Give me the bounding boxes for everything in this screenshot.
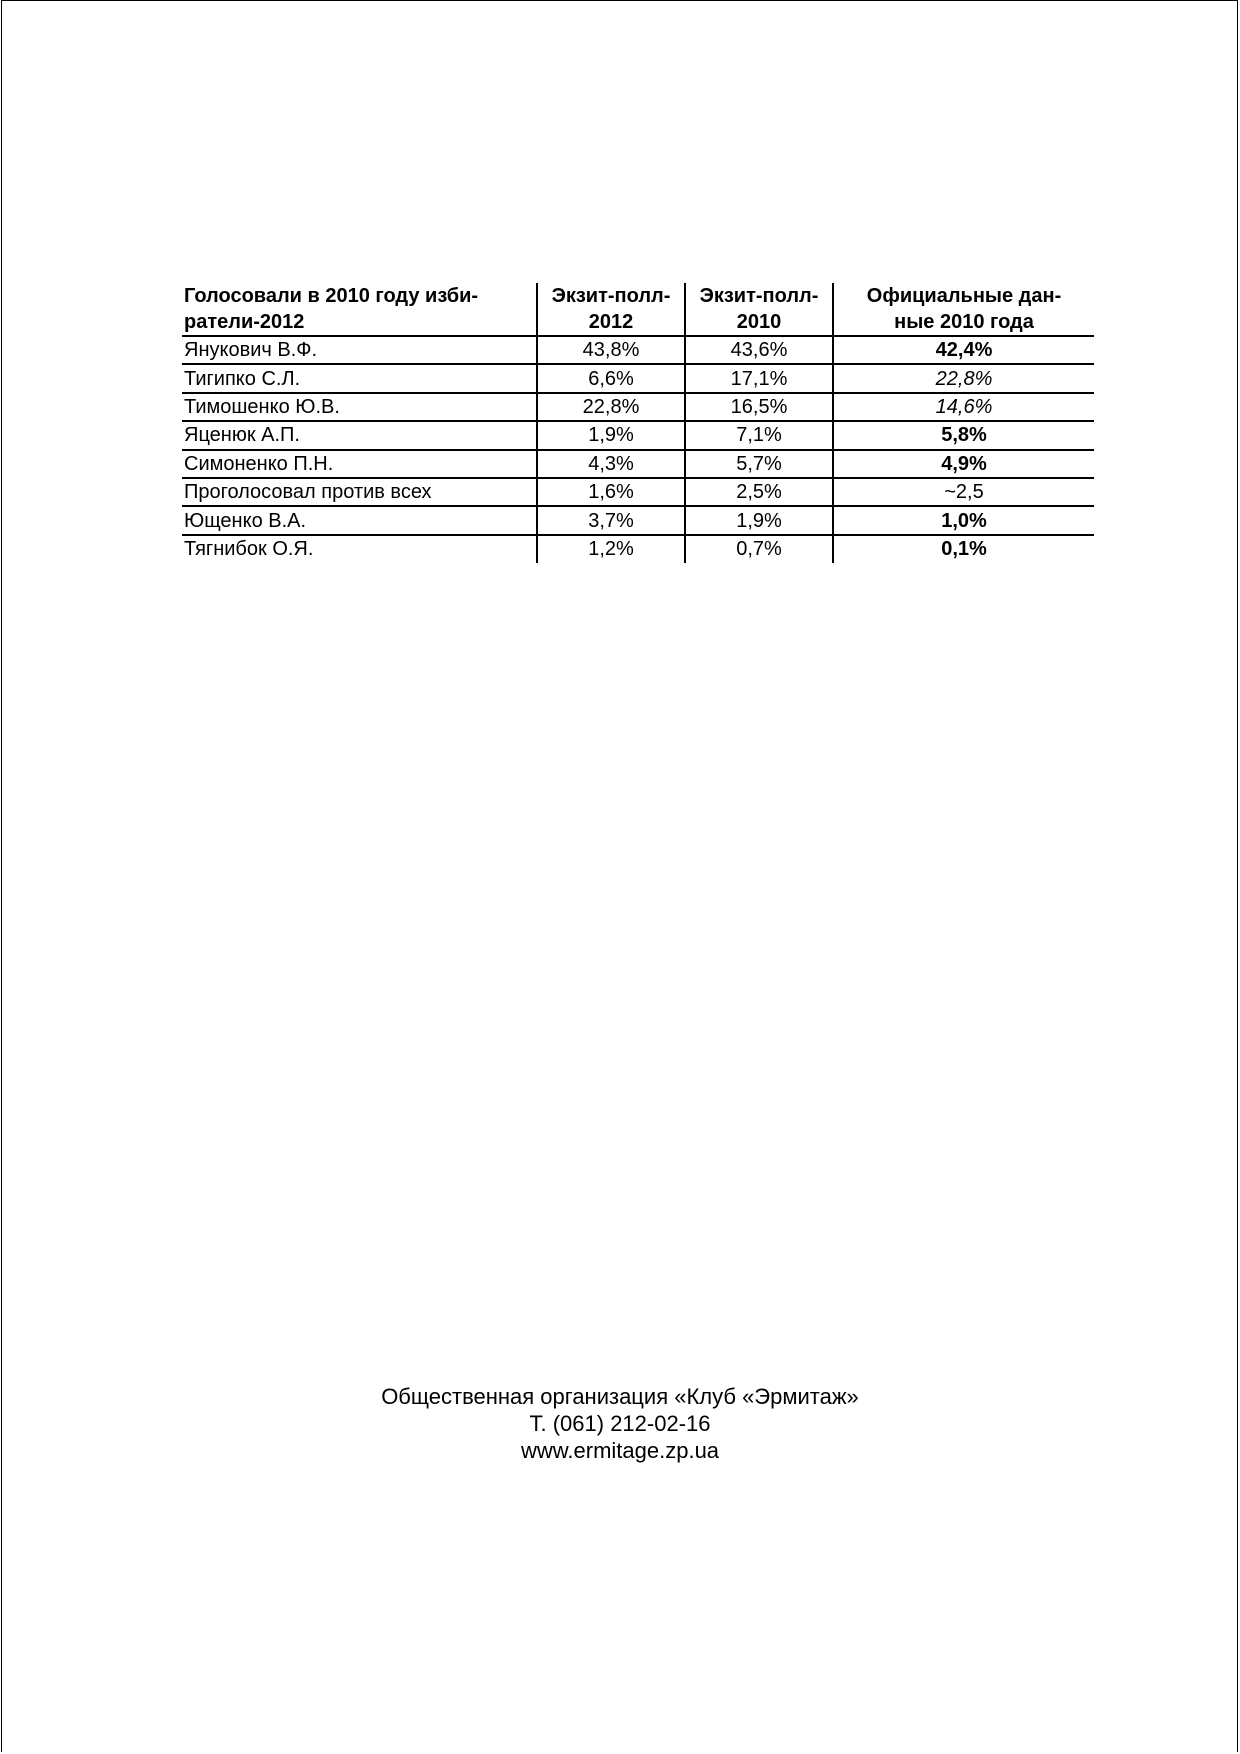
results-table xyxy=(182,283,1094,563)
cell-exit-poll-2010: 0,7% xyxy=(685,535,833,563)
cell-candidate-name: Тигипко С.Л. xyxy=(182,364,537,392)
header-candidate-line2: ратели-2012 xyxy=(184,311,305,333)
cell-exit-poll-2012: 43,8% xyxy=(537,336,685,364)
cell-exit-poll-2012: 1,6% xyxy=(537,478,685,506)
footer xyxy=(0,1383,1240,1464)
cell-exit-poll-2012: 4,3% xyxy=(537,450,685,478)
cell-exit-poll-2012: 6,6% xyxy=(537,364,685,392)
cell-exit-poll-2012: 1,9% xyxy=(537,421,685,449)
header-candidate xyxy=(182,283,537,336)
cell-official-2010: 42,4% xyxy=(833,336,1094,364)
cell-exit-poll-2010: 16,5% xyxy=(685,393,833,421)
footer-phone: Т. (061) 212-02-16 xyxy=(529,1411,711,1436)
footer-organization: Общественная организация «Клуб «Эрмитаж» xyxy=(381,1384,859,1409)
cell-candidate-name: Яценюк А.П. xyxy=(182,421,537,449)
cell-exit-poll-2010: 17,1% xyxy=(685,364,833,392)
table-row xyxy=(182,336,1094,364)
cell-official-2010: 1,0% xyxy=(833,506,1094,534)
cell-exit-poll-2010: 7,1% xyxy=(685,421,833,449)
table-header-row xyxy=(182,283,1094,336)
cell-official-2010: 22,8% xyxy=(833,364,1094,392)
header-exit2010-line1: Экзит-полл- xyxy=(699,285,819,307)
cell-exit-poll-2012: 3,7% xyxy=(537,506,685,534)
cell-candidate-name: Янукович В.Ф. xyxy=(182,336,537,364)
cell-exit-poll-2010: 2,5% xyxy=(685,478,833,506)
header-official-2010 xyxy=(833,283,1094,336)
cell-exit-poll-2010: 43,6% xyxy=(685,336,833,364)
table-body xyxy=(182,336,1094,563)
header-exit-poll-2010 xyxy=(685,283,833,336)
cell-candidate-name: Ющенко В.А. xyxy=(182,506,537,534)
cell-exit-poll-2012: 1,2% xyxy=(537,535,685,563)
cell-official-2010: 14,6% xyxy=(833,393,1094,421)
table-row xyxy=(182,421,1094,449)
header-exit2012-line2: 2012 xyxy=(588,311,634,333)
table-row xyxy=(182,506,1094,534)
table-row xyxy=(182,535,1094,563)
cell-exit-poll-2012: 22,8% xyxy=(537,393,685,421)
page-border xyxy=(1,0,1238,1752)
header-exit2010-line2: 2010 xyxy=(736,311,782,333)
header-exit2012-line1: Экзит-полл- xyxy=(551,285,671,307)
header-official-line2: ные 2010 года xyxy=(894,311,1034,333)
cell-candidate-name: Тимошенко Ю.В. xyxy=(182,393,537,421)
cell-exit-poll-2010: 1,9% xyxy=(685,506,833,534)
table-row xyxy=(182,478,1094,506)
cell-official-2010: 5,8% xyxy=(833,421,1094,449)
cell-candidate-name: Проголосовал против всех xyxy=(182,478,537,506)
cell-official-2010: ~2,5 xyxy=(833,478,1094,506)
cell-candidate-name: Тягнибок О.Я. xyxy=(184,538,314,561)
cell-official-2010: 0,1% xyxy=(833,535,1094,563)
header-candidate-line1: Голосовали в 2010 году изби- xyxy=(184,285,479,307)
cell-candidate-name: Симоненко П.Н. xyxy=(182,450,537,478)
cell-exit-poll-2010: 5,7% xyxy=(685,450,833,478)
table-row xyxy=(182,364,1094,392)
footer-website: www.ermitage.zp.ua xyxy=(520,1438,720,1463)
table-row xyxy=(182,450,1094,478)
header-exit-poll-2012 xyxy=(537,283,685,336)
table-row xyxy=(182,393,1094,421)
cell-official-2010: 4,9% xyxy=(833,450,1094,478)
header-official-line1: Официальные дан- xyxy=(866,285,1062,307)
